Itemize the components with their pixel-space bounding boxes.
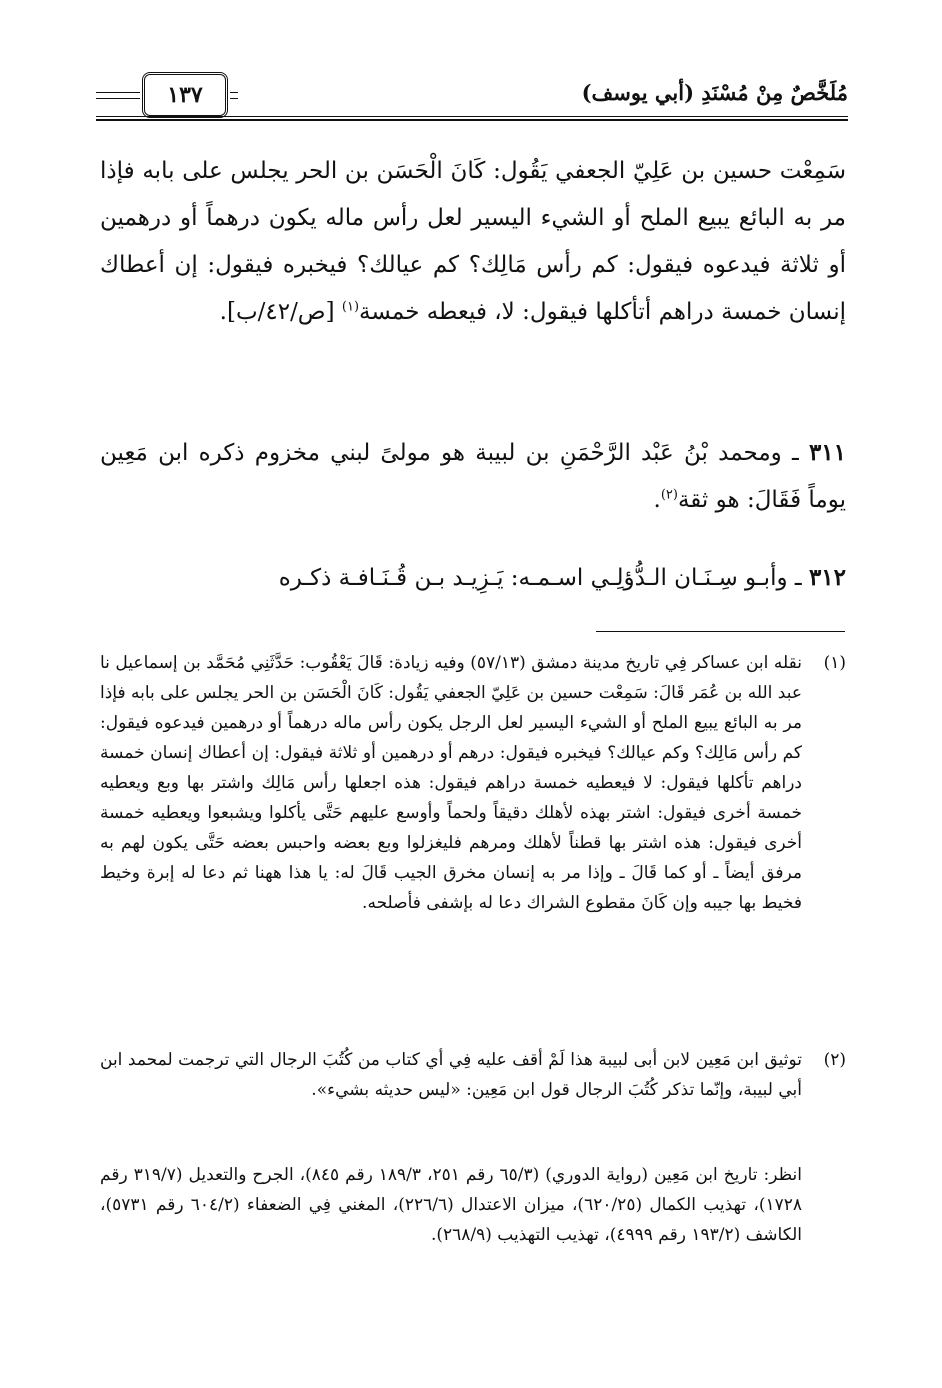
- footnote-1-marker: (١): [823, 653, 846, 673]
- header-ornament-line-right: [230, 92, 238, 93]
- footnote-ref-1: (١): [341, 299, 360, 315]
- entry-number-312: ٣١٢: [808, 564, 846, 591]
- footnote-2-references-text: انظر: تاريخ ابن مَعِين (رواية الدوري) (٦٥/٣ رقم ٢٥١، ١٨٩/٣ رقم ٨٤٥)، الجرح والتعديل (٣١٩/٧ رقم ١٧٢٨)، تهذيب الكمال (٦٢٠/٢٥)، ميزان الاعتدال (٢٢٦/٦)، المغني فِي الضعفاء (٦٠٤/٢ رقم ٥٧٣١)، الكاشف (١٩٣/٢ رقم ٤٩٩٩)، تهذيب التهذيب (٢٦٨/٩).: [100, 1165, 802, 1245]
- footnote-separator: [596, 631, 845, 632]
- footnote-2-marker: (٢): [823, 1050, 846, 1070]
- footnote-2: [100, 1045, 846, 1105]
- main-text-block-3: [100, 554, 846, 602]
- page-number-frame: [142, 72, 228, 118]
- paragraph-1-text: سَمِعْت حسين بن عَلِيّ الجعفي يَقُول: كَانَ الْحَسَن بن الحر يجلس على بابه فإذا مر به البائع يبيع الملح أو الشيء اليسير لعل رأس ماله يكون درهماً أو درهمين أو ثلاثة فيدعوه فيقول: كم رأس مَالِك؟ كم عيالك؟ فيخبره فيقول: إن أعطاك إنسان خمسة دراهم أتأكلها فيقول: لا، فيعطه خمسة: [100, 158, 846, 325]
- footnote-ref-2: (٢): [660, 487, 678, 503]
- footnote-2-references: [100, 1160, 846, 1250]
- footnote-1-text: نقله ابن عساكر فِي تاريخ مدينة دمشق (٥٧/١٣) وفيه زيادة: قَالَ يَعْقُوب: حَدَّثَنِي مُحَمَّد بن إسماعيل نا عبد الله بن عُمَر قَالَ: سَمِعْت حسين بن عَلِيّ الجعفي يَقُول: كَانَ الْحَسَن بن الحر يجلس على بابه فإذا مر به البائع يبيع الملح أو الشيء اليسير لعل الرجل يكون رأس ماله درهماً أو درهمين فيدعوه فيقول: كم رأس مَالِك؟ وكم عيالك؟ فيخبره فيقول: درهم أو درهمين أو ثلاثة فيقول: إن أعطاك إنسان خمسة دراهم تأكلها فيقول: لا فيعطيه خمسة دراهم فيقول: هذه اجعلها رأس مَالِك واشتر بها وبع ويعطيه خمسة أخرى فيقول: اشتر بهذه لأهلك دقيقاً ولحماً وأوسع عليهم حَتَّى يأكلوا ويشبعوا ويعطيه خمسة أخرى فيقول: هذه اشتر بها قطناً لأهلك ومرهم فليغزلوا وبع بعضه واحبس بعضه حَتَّى يكون لهم به مرفق أيضاً ـ أو كما قَالَ ـ وإذا مر به إنسان مخرق الجيب قَالَ له: يا هذا ههنا ثم دعا له إبرة وخيط فخيط بها جيبه وإن كَانَ مقطوع الشراك دعا له بإشفى فأصلحه.: [100, 653, 802, 913]
- running-title: مُلَخَّصٌ مِنْ مُسْنَدِ (أبي يوسف): [581, 80, 848, 105]
- paragraph-1: [100, 148, 846, 336]
- header-ornament-line-left: [96, 92, 140, 93]
- main-text-block-1: [100, 148, 846, 336]
- footnote-1: [100, 648, 846, 918]
- header-ornament-line-right-2: [230, 98, 238, 99]
- header-ornament-line-left-2: [96, 98, 140, 99]
- paragraph-1-end: [ص/٤٢/ب].: [219, 299, 342, 325]
- paragraph-312: [100, 554, 846, 602]
- page-header: [96, 68, 848, 126]
- footnote-2-text: توثيق ابن مَعِين لابن أبى لبيبة هذا لَمْ أقف عليه فِي أي كتاب من كُتُبَ الرجال التي ترجمت لمحمد ابن أبي لبيبة، وإنّما تذكر كُتُبَ الرجال قول ابن مَعِين: «ليس حديثه بشيء».: [100, 1050, 802, 1100]
- paragraph-311-end: .: [653, 487, 661, 513]
- entry-number-311: ٣١١: [808, 439, 846, 466]
- header-rule: [96, 116, 848, 121]
- paragraph-311: [100, 429, 846, 524]
- paragraph-311-text: ـ ومحمد بْنُ عَبْد الرَّحْمَنِ بن لبيبة هو مولىً لبني مخزوم ذكره ابن مَعِين يوماً فَقَالَ: هو ثقة: [100, 440, 846, 513]
- paragraph-312-text: ـ وأبـو سِـنَـان الـدُّؤلِـي اسـمـه: يَـزِيـد بـن قُـنَـافـة ذكـره: [278, 565, 809, 591]
- main-text-block-2: [100, 429, 846, 524]
- page-number: ١٣٧: [167, 82, 203, 108]
